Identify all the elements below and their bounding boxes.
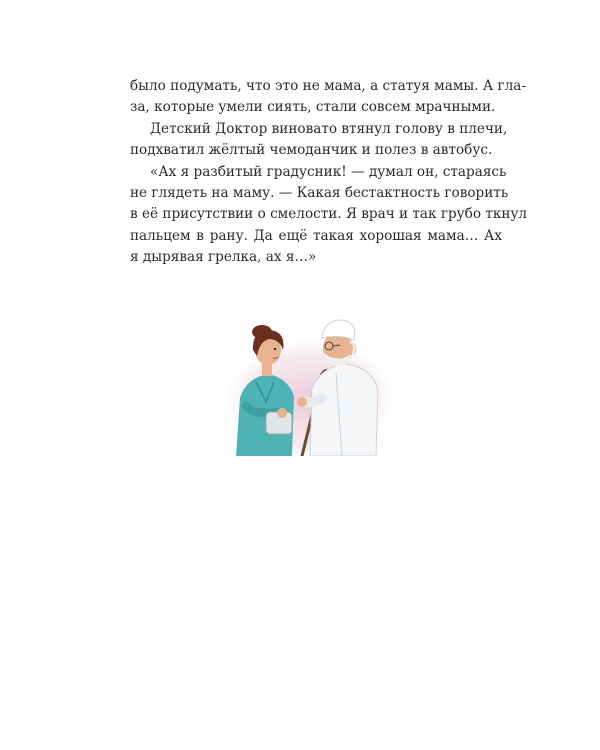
text-line: я дырявая грелка, ах я…»: [130, 249, 317, 266]
text-line: не глядеть на маму. — Какая бестактность говорить: [130, 185, 509, 202]
text-line: было подумать, что это не мама, а статуя мамы. А гла-: [130, 78, 526, 94]
text-line: за, которые умели сиять, стали совсем мрачными.: [130, 99, 496, 116]
paragraph-2: [130, 119, 508, 162]
paragraph-1: [130, 76, 526, 119]
text-line: подхватил жёлтый чемоданчик и полез в автобус.: [130, 142, 493, 159]
text-line: в её присутствии о смелости. Я врач и так грубо ткнул: [130, 206, 528, 223]
illustration-mother-and-doctor: [226, 312, 394, 456]
paragraph-3: [130, 162, 528, 269]
text-line: Детский Доктор виновато втянул голову в плечи,: [150, 120, 508, 137]
text-line: «Ах я разбитый градусник! — думал он, стараясь: [150, 163, 507, 180]
body-text: [130, 76, 528, 269]
text-line: пальцем в рану. Да ещё такая хорошая мама… Ах: [130, 227, 502, 244]
